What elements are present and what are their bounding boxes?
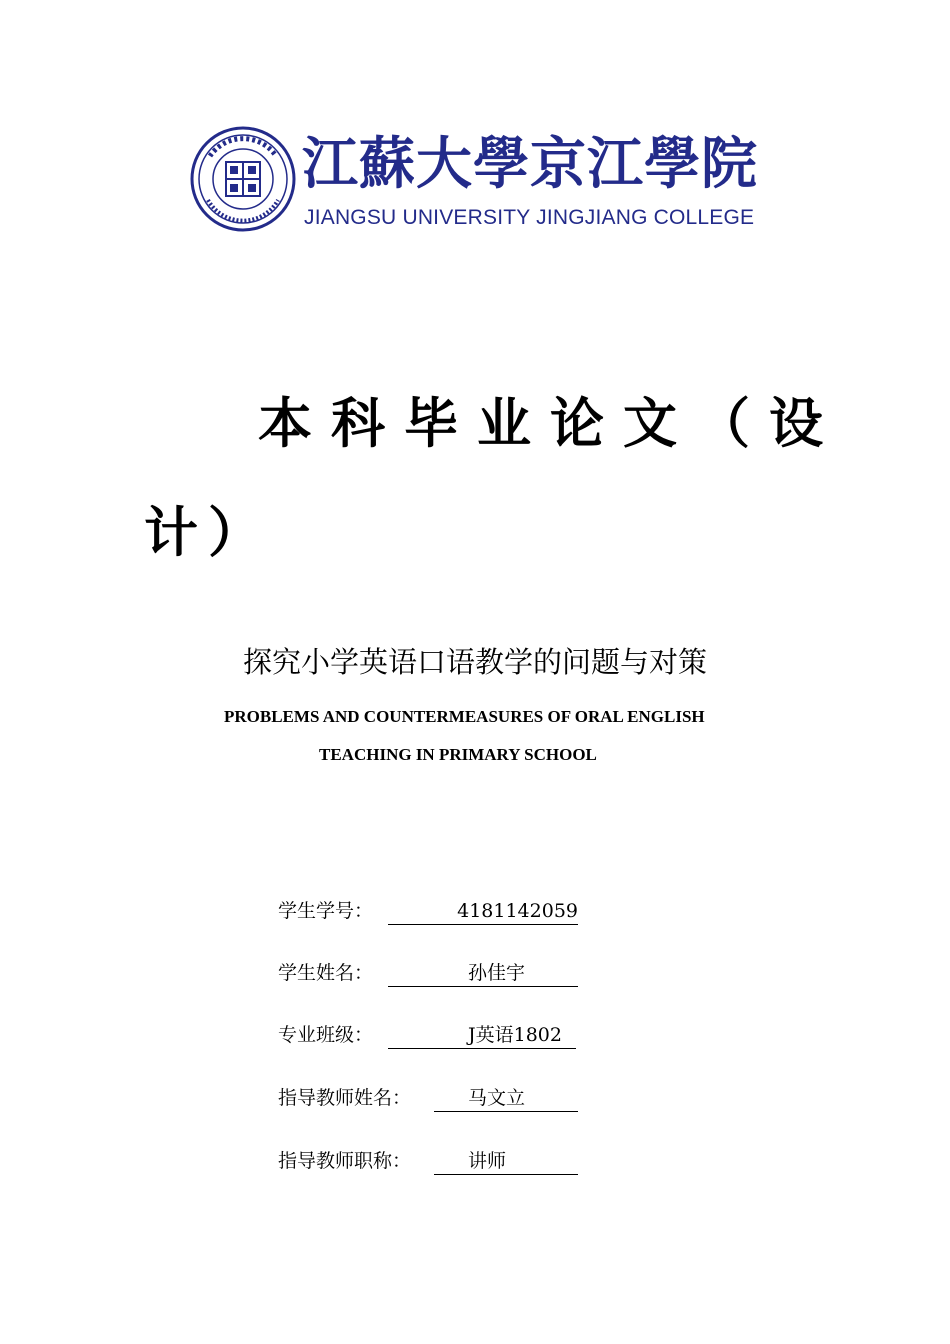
student-id-value: 4181142059 xyxy=(388,896,578,925)
major-class-row xyxy=(278,1020,562,1050)
thesis-title-cn xyxy=(0,642,950,682)
thesis-title-cn-text: 探究小学英语口语教学的问题与对策 xyxy=(242,645,707,679)
college-name-en: JIANGSU UNIVERSITY JINGJIANG COLLEGE xyxy=(304,206,755,229)
advisor-title-row xyxy=(278,1146,507,1176)
student-name-text: 孙佳宇 xyxy=(468,962,526,984)
student-name-row xyxy=(278,958,526,988)
document-title-line2: 计） xyxy=(144,501,272,564)
college-name-cn: 江蘇大學京江學院 xyxy=(302,131,758,197)
thesis-title-en-line1: PROBLEMS AND COUNTERMEASURES OF ORAL ENGLISH xyxy=(224,707,705,726)
advisor-name-value xyxy=(434,1083,578,1112)
student-name-value xyxy=(388,958,578,987)
advisor-name-text: 马文立 xyxy=(468,1087,526,1109)
student-name-label: 学生姓名： xyxy=(278,962,374,984)
advisor-name-label: 指导教师姓名： xyxy=(278,1087,412,1109)
advisor-title-label: 指导教师职称： xyxy=(278,1150,412,1172)
major-class-text: J英语1802 xyxy=(468,1024,562,1046)
advisor-name-row xyxy=(278,1083,526,1113)
major-class-label: 专业班级： xyxy=(278,1024,374,1046)
advisor-title-text: 讲师 xyxy=(468,1150,507,1172)
college-seal-icon xyxy=(190,126,296,232)
student-id-label: 学生学号： xyxy=(278,900,374,922)
advisor-title-value xyxy=(434,1146,578,1175)
document-title-line1: 本科毕业论文（设 xyxy=(258,392,842,455)
thesis-title-en-line2: TEACHING IN PRIMARY SCHOOL xyxy=(319,745,597,764)
student-id-row xyxy=(278,896,578,926)
college-logo xyxy=(190,126,790,236)
major-class-value xyxy=(388,1020,576,1049)
